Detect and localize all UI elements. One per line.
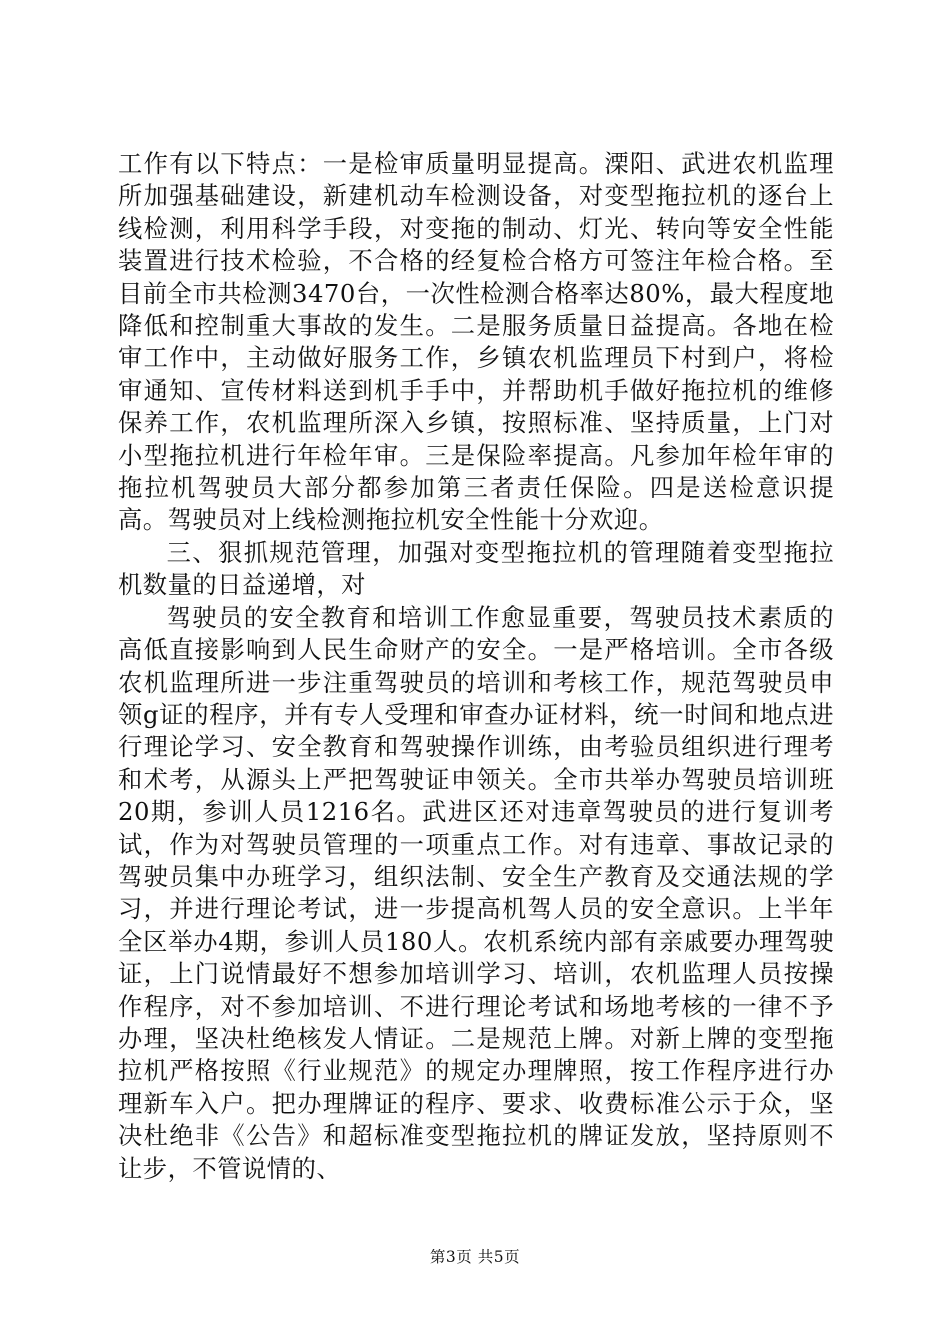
paragraph-driver-training: 驾驶员的安全教育和培训工作愈显重要，驾驶员技术素质的高低直接影响到人民生命财产的安全。一是严格培训。全市各级农机监理所进一步注重驾驶员的培训和考核工作，规范驾驶员申领g证的程序，并有专人受理和审查办证材料，统一时间和地点进行理论学习、安全教育和驾驶操作训练，由考验员组织进行理考和术考，从源头上严把驾驶证申领关。全市共举办驾驶员培训班20期，参训人员1216名。武进区还对违章驾驶员的进行复训考试，作为对驾驶员管理的一项重点工作。对有违章、事故记录的驾驶员集中办班学习，组织法制、安全生产教育及交通法规的学习，并进行理论考试，进一步提高机驾人员的安全意识。上半年全区举办4期，参训人员180人。农机系统内部有亲戚要办理驾驶证，上门说情最好不想参加培训学习、培训，农机监理人员按操作程序，对不参加培训、不进行理论考试和场地考核的一律不予办理，坚决杜绝核发人情证。二是规范上牌。对新上牌的变型拖拉机严格按照《行业规范》的规定办理牌照，按工作程序进行办理新车入户。把办理牌证的程序、要求、收费标准公示于众，坚决杜绝非《公告》和超标准变型拖拉机的牌证发放，坚持原则不让步，不管说情的、	[118, 602, 834, 1183]
paragraph-section-three-heading: 三、狠抓规范管理，加强对变型拖拉机的管理随着变型拖拉机数量的日益递增，对	[118, 537, 834, 600]
document-body	[118, 148, 834, 1185]
paragraph-inspection-features: 工作有以下特点：一是检审质量明显提高。溧阳、武进农机监理所加强基础建设，新建机动车检测设备，对变型拖拉机的逐台上线检测，利用科学手段，对变拖的制动、灯光、转向等安全性能装置进行技术检验，不合格的经复检合格方可签注年检合格。至目前全市共检测3470台，一次性检测合格率达80%，最大程度地降低和控制重大事故的发生。二是服务质量日益提高。各地在检审工作中，主动做好服务工作，乡镇农机监理员下村到户，将检审通知、宣传材料送到机手手中，并帮助机手做好拖拉机的维修保养工作，农机监理所深入乡镇，按照标准、坚持质量，上门对小型拖拉机进行年检年审。三是保险率提高。凡参加年检年审的拖拉机驾驶员大部分都参加第三者责任保险。四是送检意识提高。驾驶员对上线检测拖拉机安全性能十分欢迎。	[118, 149, 834, 535]
page-number-footer: 第3页 共5页	[429, 1248, 521, 1266]
